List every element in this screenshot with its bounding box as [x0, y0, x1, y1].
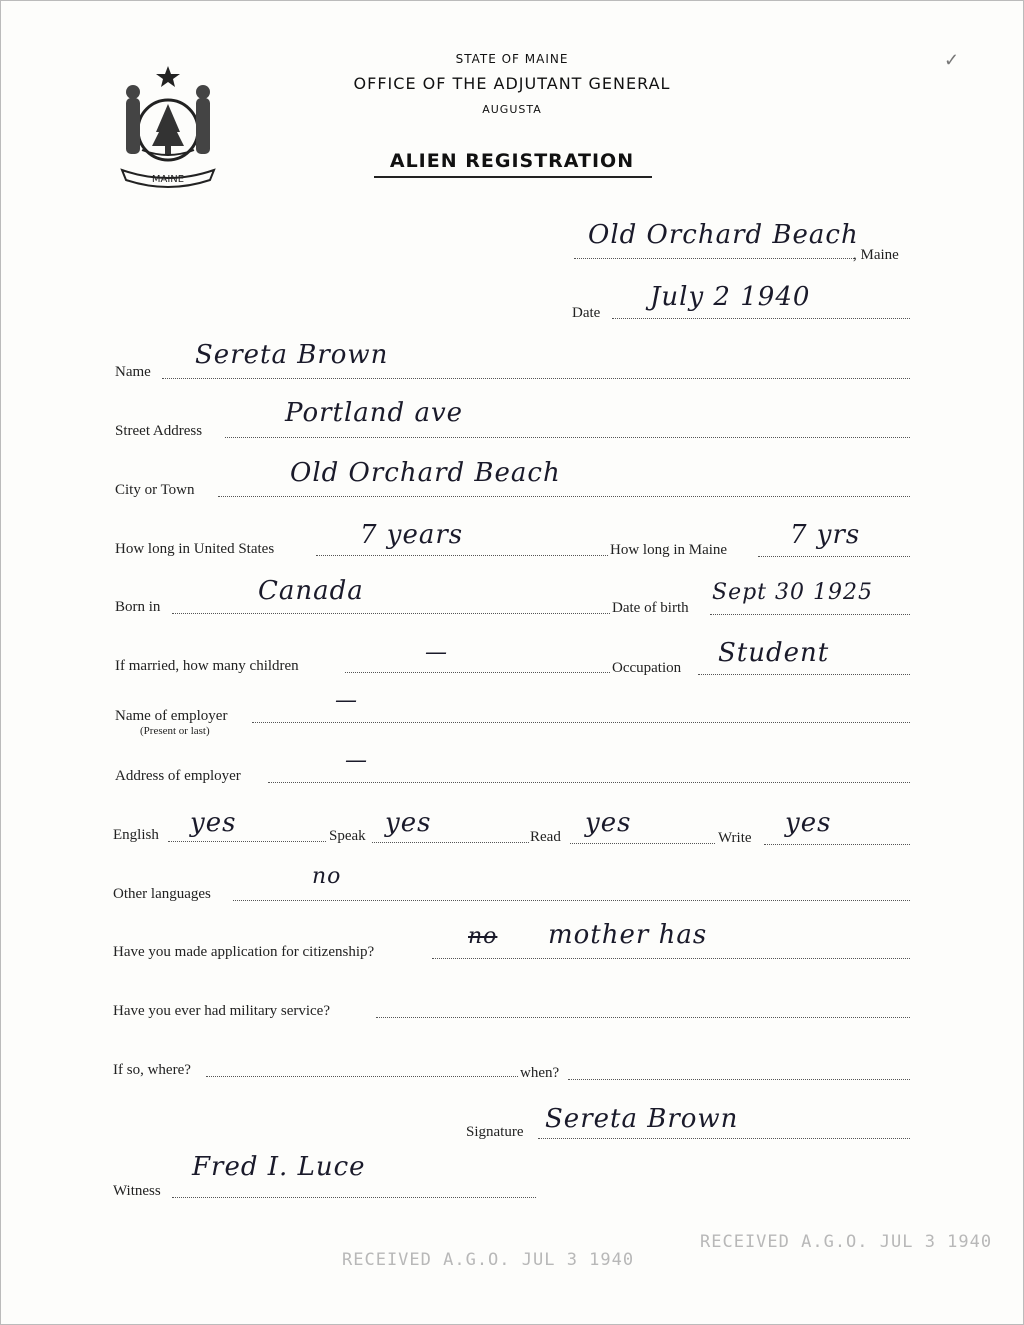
speak-label: Speak [329, 828, 366, 844]
street-label: Street Address [115, 423, 203, 439]
us-time-value: 7 years [360, 520, 464, 550]
born-label: Born in [115, 599, 161, 615]
street-value: Portland ave [285, 398, 464, 428]
citizenship-value: mother has [548, 920, 708, 950]
maine-label: , Maine [853, 247, 899, 263]
other-languages-label: Other languages [113, 886, 211, 902]
city-line [218, 496, 910, 497]
when-line [568, 1079, 910, 1080]
occupation-label: Occupation [612, 660, 682, 676]
received-stamp-right: RECEIVED A.G.O. JUL 3 1940 [700, 1232, 993, 1252]
name-value: Sereta Brown [195, 340, 389, 370]
citizenship-label: Have you made application for citizenship? [113, 944, 375, 960]
header-city: AUGUSTA [482, 103, 542, 116]
read-label: Read [530, 829, 561, 845]
signature-line [538, 1138, 910, 1139]
maine-time-label: How long in Maine [610, 542, 728, 558]
header-office: OFFICE OF THE ADJUTANT GENERAL [353, 74, 671, 93]
english-line [168, 841, 326, 842]
where-line [206, 1076, 518, 1077]
occupation-value: Student [718, 638, 830, 668]
us-time-label: How long in United States [115, 541, 275, 557]
town-value: Old Orchard Beach [588, 220, 859, 250]
military-line [376, 1017, 910, 1018]
dob-value: Sept 30 1925 [712, 580, 873, 605]
english-label: English [113, 827, 159, 843]
signature-label: Signature [466, 1124, 524, 1140]
employer-address-line [268, 782, 910, 783]
where-label: If so, where? [113, 1062, 191, 1078]
city-label: City or Town [115, 482, 195, 498]
witness-value: Fred I. Luce [192, 1152, 366, 1182]
speak-value: yes [385, 808, 432, 838]
witness-line [172, 1197, 536, 1198]
employer-address-label: Address of employer [115, 768, 241, 784]
maine-time-line [758, 556, 910, 557]
form-title: ALIEN REGISTRATION [389, 150, 635, 172]
date-label: Date [572, 305, 601, 321]
employer-note: (Present or last) [140, 725, 210, 737]
read-line [570, 843, 715, 844]
citizenship-struck-value: no [468, 924, 498, 949]
english-value: yes [190, 808, 237, 838]
write-value: yes [785, 808, 832, 838]
dob-label: Date of birth [612, 600, 689, 616]
other-languages-value: no [312, 864, 342, 889]
employer-address-value: — [345, 748, 368, 773]
date-line [612, 318, 910, 319]
title-underline [374, 176, 652, 178]
speak-line [372, 842, 529, 843]
occupation-line [698, 674, 910, 675]
maine-time-value: 7 yrs [790, 520, 861, 550]
children-label: If married, how many children [115, 658, 299, 674]
employer-value: — [335, 688, 358, 713]
date-value: July 2 1940 [650, 282, 811, 312]
street-line [225, 437, 910, 438]
children-value: — [425, 640, 448, 665]
svg-text:MAINE: MAINE [151, 174, 185, 185]
name-label: Name [115, 364, 151, 380]
read-value: yes [585, 808, 632, 838]
signature-value: Sereta Brown [545, 1104, 739, 1134]
header-state: STATE OF MAINE [455, 52, 569, 66]
us-time-line [316, 555, 608, 556]
witness-label: Witness [113, 1183, 161, 1199]
citizenship-line [432, 958, 910, 959]
name-line [162, 378, 910, 379]
other-languages-line [233, 900, 910, 901]
city-value: Old Orchard Beach [290, 458, 561, 488]
when-label: when? [520, 1065, 560, 1081]
employer-line [252, 722, 910, 723]
born-value: Canada [258, 576, 364, 606]
born-line [172, 613, 610, 614]
write-label: Write [718, 830, 752, 846]
children-line [345, 672, 610, 673]
military-label: Have you ever had military service? [113, 1003, 330, 1019]
employer-label: Name of employer [115, 708, 228, 724]
received-stamp-left: RECEIVED A.G.O. JUL 3 1940 [342, 1250, 635, 1270]
dob-line [710, 614, 910, 615]
check-mark: ✓ [944, 50, 960, 70]
town-line [574, 258, 854, 259]
write-line [764, 844, 910, 845]
